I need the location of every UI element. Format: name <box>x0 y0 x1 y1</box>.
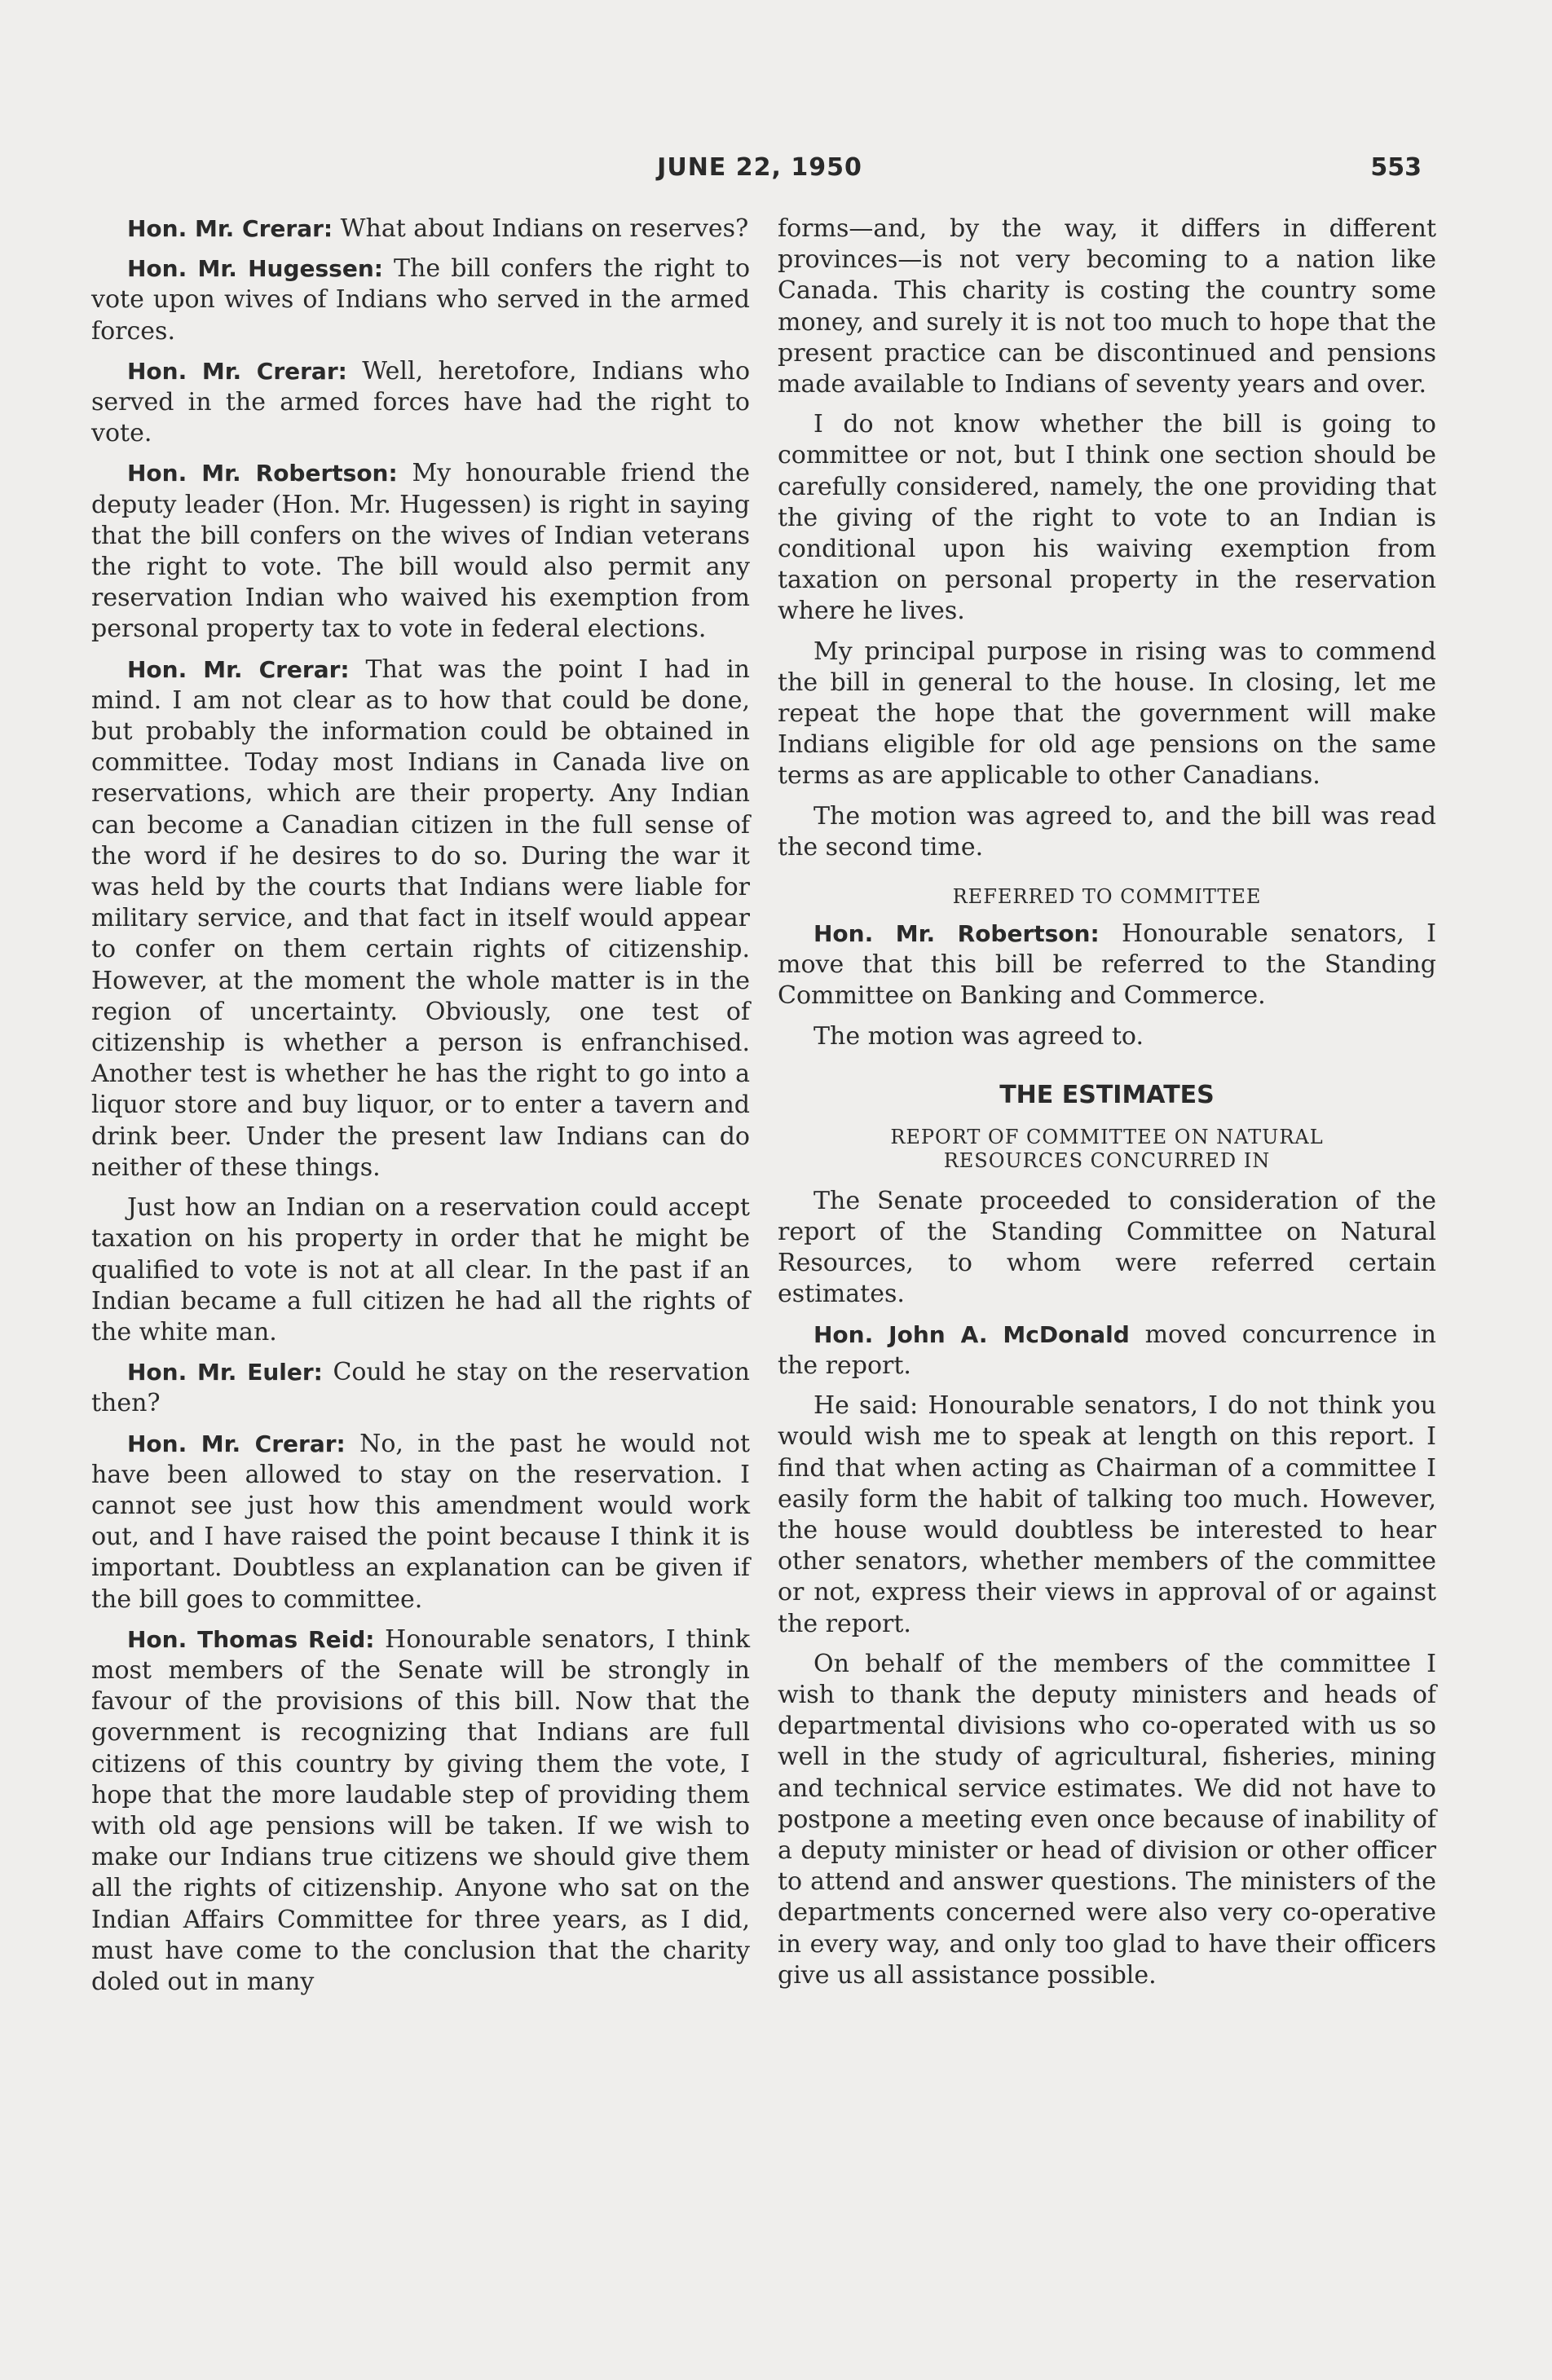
paragraph: The motion was agreed to, and the bill was read the second time. <box>778 801 1436 862</box>
subheading-line: RESOURCES CONCURRED IN <box>943 1148 1271 1172</box>
paragraph <box>91 214 750 245</box>
paragraph <box>91 1624 750 1998</box>
paragraph <box>778 919 1436 1012</box>
paragraph <box>778 1320 1436 1382</box>
section-title: THE ESTIMATES <box>999 1080 1215 1109</box>
paragraph: He said: Honourable senators, I do not think you would wish me to speak at length on this report. I find that when acting as Chairman of a committee I easily form the habit of talking too much. However, the house would doubtless be interested to hear other senators, whether members of the committee or not, express their views in approval of or against the report. <box>778 1391 1436 1638</box>
paragraph: forms—and, by the way, it differs in different provinces—is not very becoming to a nation like Canada. This charity is costing the country some money, and surely it is not too much to hope that the present practice can be discontinued and pensions made available to Indians of seventy years and over. <box>778 214 1436 399</box>
page-header <box>98 153 1422 194</box>
paragraph: My principal purpose in rising was to commend the bill in general to the house. In closing, let me repeat the hope that the government will make Indians eligible for old age pensions on the same terms as are applicable to other Canadians. <box>778 637 1436 791</box>
paragraph <box>91 654 750 1183</box>
page-number: 553 <box>1370 153 1422 182</box>
speaker-name: Hon. John A. McDonald <box>813 1320 1130 1348</box>
subheading-referred: REFERRED TO COMMITTEE <box>952 885 1262 909</box>
speaker-name: Hon. Mr. Crerar: <box>127 215 333 242</box>
speech-text: Honourable senators, I move that this bill be referred to the Standing Committee on Banking and Commerce. <box>778 919 1436 1011</box>
speaker-name: Hon. Mr. Robertson: <box>127 460 398 487</box>
paragraph <box>91 356 750 450</box>
right-column <box>778 214 1436 2000</box>
paragraph <box>91 1357 750 1419</box>
speaker-name: Hon. Mr. Euler: <box>127 1359 323 1386</box>
speech-text: Well, heretofore, Indians who served in the armed forces have had the right to vote. <box>91 356 750 448</box>
speech-text: What about Indians on reserves? <box>340 214 749 243</box>
paragraph: The motion was agreed to. <box>813 1021 1144 1051</box>
paragraph <box>91 1192 750 1348</box>
speech-text: moved concurrence in the report. <box>778 1320 1436 1380</box>
speech-text: My honourable friend the deputy leader (Hon. Mr. Hugessen) is right in saying that the bill confers on the wives of Indian veterans the right to vote. The bill would also permit any reservation Indian who waived his exemption from personal property tax to vote in federal elections. <box>91 459 750 644</box>
speech-text: Just how an Indian on a reservation could accept taxation on his property in order that he might be qualified to vote is not at all clear. In the past if an Indian became a full citizen he had all the rights of the white man. <box>91 1193 750 1346</box>
paragraph: The Senate proceeded to consideration of the report of the Standing Committee on Natural Resources, to whom were referred certain estimates. <box>778 1186 1436 1309</box>
speech-text: That was the point I had in mind. I am not clear as to how that could be done, but probably the information could be obtained in committee. Today most Indians in Canada live on reservations, which are their property. Any Indian can become a Canadian citizen in the full sense of the word if he desires to do so. During the war it was held by the courts that Indians were liable for military service, and that fact in itself would appear to confer on them certain rights of citizenship. However, at the moment the whole matter is in the region of uncertainty. Obviously, one test of citizenship is whether a person is enfranchised. Another test is whether he has the right to go into a liquor store and buy liquor, or to enter a tavern and drink beer. Under the present law Indians can do neither of these things. <box>91 654 750 1182</box>
speaker-name: Hon. Mr. Crerar: <box>127 357 347 385</box>
header-date: JUNE 22, 1950 <box>657 153 862 182</box>
speech-text: Honourable senators, I think most members of the Senate will be strongly in favour of the provisions of this bill. Now that the government is recognizing that Indians are full citizens of this country by giving them the vote, I hope that the more laudable step of providing them with old age pensions will be taken. If we wish to make our Indians true citizens we should give them all the rights of citizenship. Anyone who sat on the Indian Affairs Committee for three years, as I did, must have come to the conclusion that the charity doled out in many <box>91 1624 751 1996</box>
speech-text: No, in the past he would not have been allowed to stay on the reservation. I cannot see just how this amendment would work out, and I have raised the point because I think it is important. Doubtless an explanation can be given if the bill goes to committee. <box>91 1429 750 1614</box>
paragraph: On behalf of the members of the committee I wish to thank the deputy ministers and heads of departmental divisions who co-operated with us so well in the study of agricultural, fisheries, mining and technical service estimates. We did not have to postpone a meeting even once because of inability of a deputy minister or head of division or other officer to attend and answer questions. The ministers of the departments concerned were also very co-operative in every way, and only too glad to have their officers give us all assistance possible. <box>778 1649 1436 1990</box>
speaker-name: Hon. Mr. Robertson: <box>813 920 1100 948</box>
section-subheading <box>778 1126 1436 1173</box>
speaker-name: Hon. Mr. Crerar: <box>127 1430 346 1457</box>
paragraph <box>91 253 750 347</box>
left-column <box>91 214 750 2007</box>
paragraph: I do not know whether the bill is going to committee or not, but I think one section should be carefully considered, namely, the one providing that the giving of the right to vote to an Indian is conditional upon his waiving exemption from taxation on personal property in the reservation where he lives. <box>778 410 1436 626</box>
speaker-name: Hon. Mr. Hugessen: <box>127 255 383 283</box>
speech-text: The bill confers the right to vote upon wives of Indians who served in the armed forces. <box>91 254 750 346</box>
speech-text: Could he stay on the reservation then? <box>91 1358 750 1418</box>
subheading-line: REPORT OF COMMITTEE ON NATURAL <box>890 1125 1324 1148</box>
speaker-name: Hon. Mr. Crerar: <box>127 655 350 683</box>
paragraph <box>91 1429 750 1615</box>
paragraph <box>91 458 750 645</box>
speaker-name: Hon. Thomas Reid: <box>127 1625 375 1653</box>
